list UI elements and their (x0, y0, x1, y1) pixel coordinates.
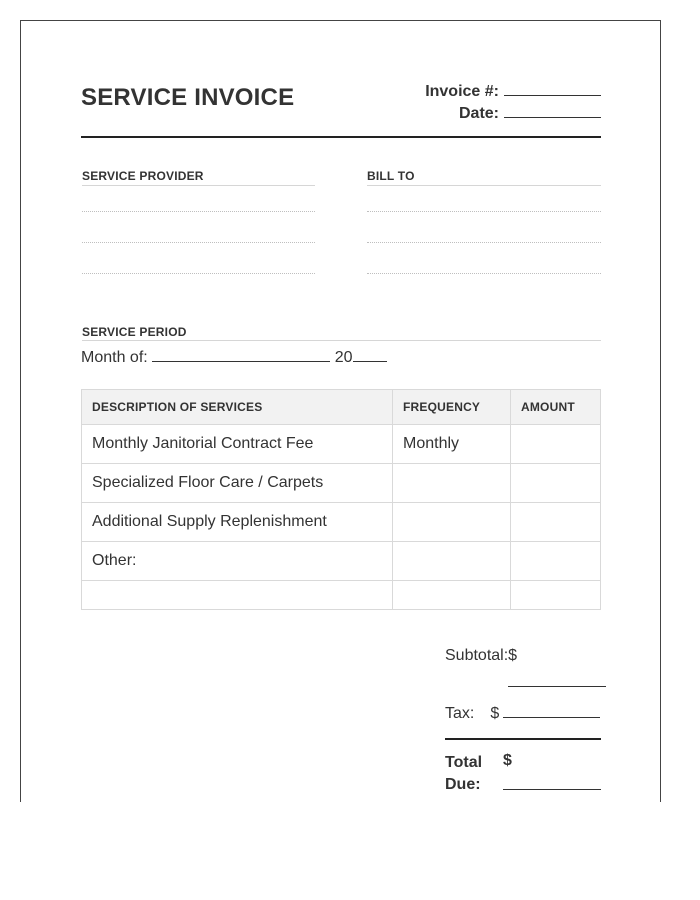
frequency-cell[interactable] (393, 464, 511, 503)
tax-label: Tax: (445, 705, 475, 722)
column-header-amount: AMOUNT (511, 390, 601, 425)
service-period-rule (82, 340, 601, 341)
total-due-label (445, 752, 482, 796)
tax-field[interactable] (503, 703, 600, 718)
frequency-cell[interactable] (393, 503, 511, 542)
service-provider-line-1[interactable] (82, 211, 315, 212)
description-cell[interactable]: Other: (82, 542, 393, 581)
table-header-row (82, 390, 601, 425)
frequency-cell[interactable] (393, 542, 511, 581)
invoice-meta (341, 82, 601, 126)
subtotal-currency: $ (508, 647, 518, 664)
header-divider (81, 136, 601, 138)
table-row (82, 581, 601, 610)
description-cell[interactable]: Specialized Floor Care / Carpets (82, 464, 393, 503)
invoice-title: SERVICE INVOICE (81, 84, 295, 111)
description-cell[interactable]: Monthly Janitorial Contract Fee (82, 425, 393, 464)
total-label-line-2: Due: (445, 776, 481, 793)
table-row (82, 464, 601, 503)
frequency-cell[interactable] (393, 581, 511, 610)
column-header-description: DESCRIPTION OF SERVICES (82, 390, 393, 425)
description-cell[interactable]: Additional Supply Replenishment (82, 503, 393, 542)
bill-to-line-3[interactable] (367, 273, 601, 274)
tax-currency: $ (490, 705, 500, 722)
service-provider-label-rule (82, 185, 315, 186)
month-field[interactable] (152, 347, 330, 362)
subtotal-field[interactable] (508, 670, 606, 687)
month-of-row (81, 347, 387, 367)
invoice-date-field[interactable] (504, 104, 601, 118)
invoice-number-field[interactable] (504, 82, 601, 96)
year-prefix: 20 (334, 349, 353, 366)
bill-to-line-2[interactable] (367, 242, 601, 243)
total-label-line-1: Total (445, 754, 483, 771)
subtotal-field-wrap (508, 670, 606, 692)
bill-to-label: BILL TO (367, 169, 415, 183)
subtotal-row (445, 647, 517, 665)
bill-to-line-1[interactable] (367, 211, 601, 212)
total-currency: $ (503, 752, 512, 769)
frequency-cell[interactable]: Monthly (393, 425, 511, 464)
invoice-number-label: Invoice #: (425, 83, 499, 100)
service-period-label: SERVICE PERIOD (82, 325, 187, 339)
invoice-date-label: Date: (458, 105, 499, 122)
service-provider-label: SERVICE PROVIDER (82, 169, 204, 183)
total-field-wrap (503, 774, 601, 795)
amount-cell[interactable] (511, 464, 601, 503)
services-table (81, 389, 601, 610)
invoice-date-row (341, 104, 601, 126)
bill-to-label-rule (367, 185, 601, 186)
invoice-number-row (341, 82, 601, 104)
total-due-field[interactable] (503, 774, 601, 790)
year-field[interactable] (353, 347, 387, 362)
service-provider-line-2[interactable] (82, 242, 315, 243)
amount-cell[interactable] (511, 425, 601, 464)
month-of-label: Month of: (81, 349, 148, 366)
amount-cell[interactable] (511, 542, 601, 581)
subtotal-label: Subtotal: (445, 647, 509, 664)
amount-cell[interactable] (511, 503, 601, 542)
table-row (82, 425, 601, 464)
total-divider (445, 738, 601, 740)
column-header-frequency: FREQUENCY (393, 390, 511, 425)
amount-cell[interactable] (511, 581, 601, 610)
table-row (82, 542, 601, 581)
tax-row (445, 703, 600, 723)
service-provider-line-3[interactable] (82, 273, 315, 274)
table-row (82, 503, 601, 542)
description-cell[interactable] (82, 581, 393, 610)
